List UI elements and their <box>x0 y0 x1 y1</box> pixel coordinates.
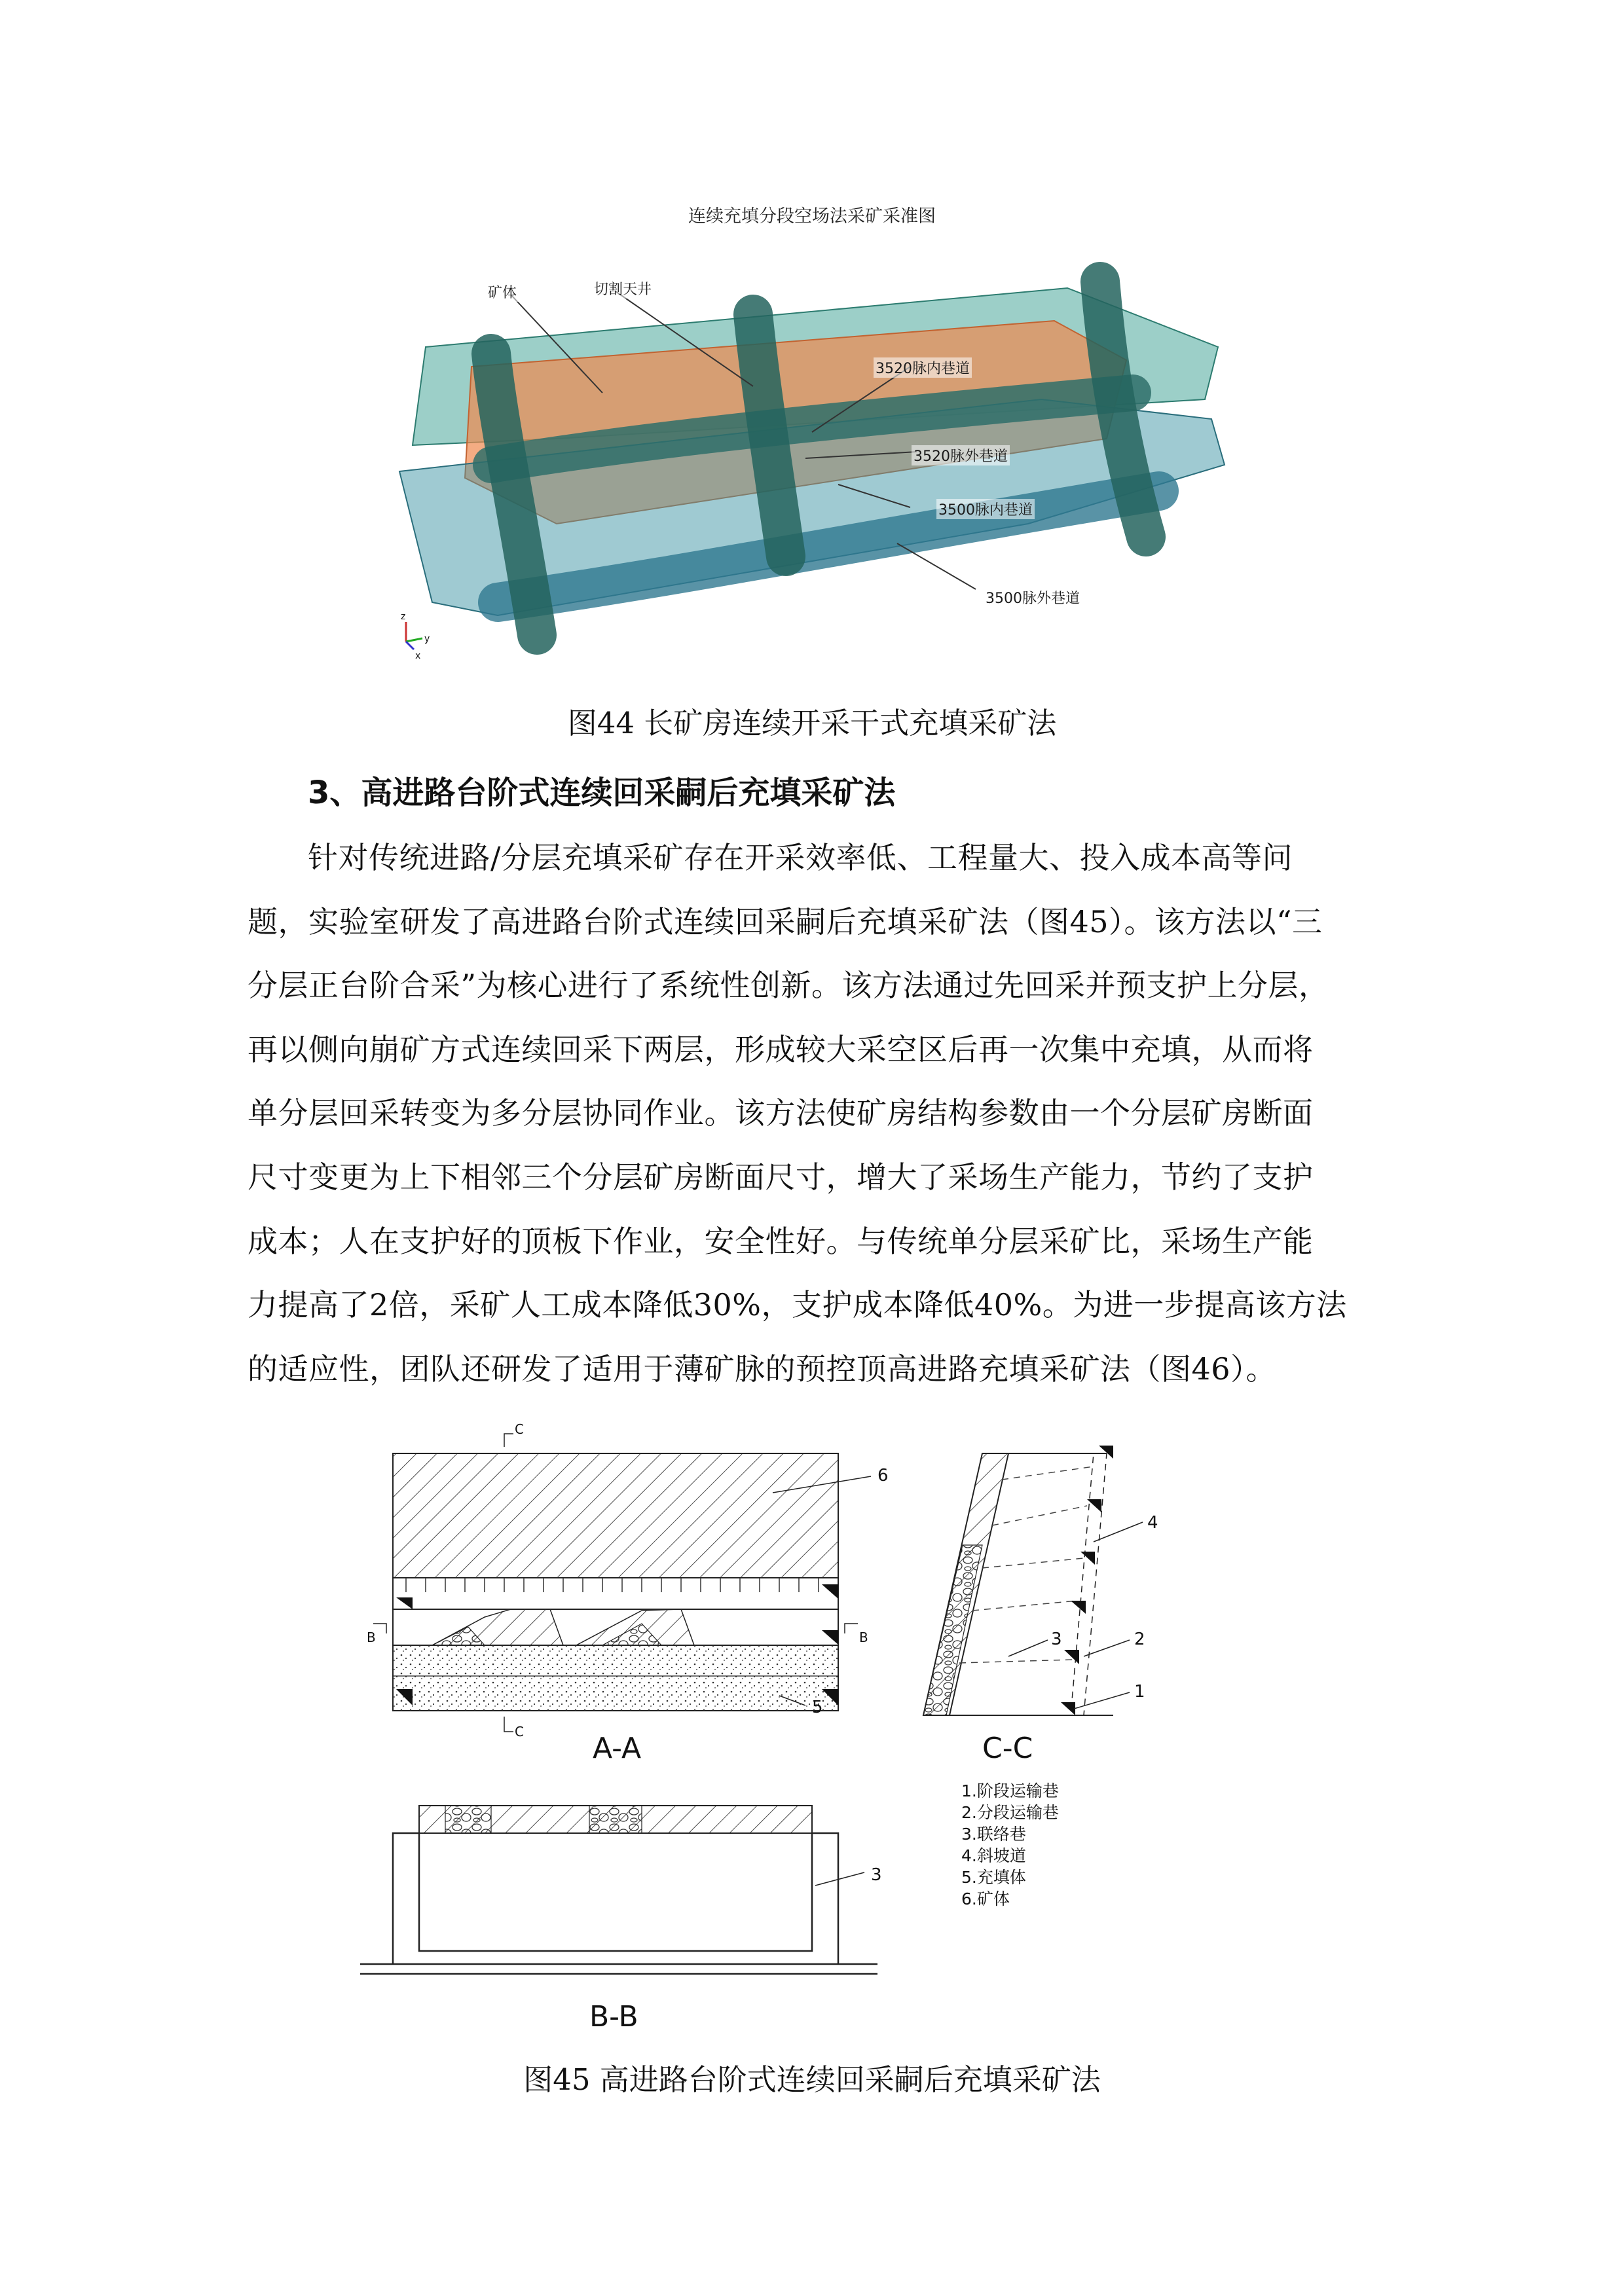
axis-z-label: z <box>401 611 406 622</box>
num-6: 6 <box>877 1466 889 1485</box>
figure44-model-title: 连续充填分段空场法采矿采准图 <box>688 206 936 227</box>
num-5: 5 <box>812 1698 823 1717</box>
aa-upper-slice <box>393 1578 838 1609</box>
legend-item: 6.矿体 <box>961 1889 1010 1908</box>
cut-b-right: B <box>859 1630 868 1645</box>
legend-item: 3.联络巷 <box>961 1825 1026 1844</box>
label-aa: A-A <box>593 1732 642 1765</box>
paragraph-line: 的适应性，团队还研发了适用于薄矿脉的预控顶高进路充填采矿法（图46）。 <box>248 1351 1277 1387</box>
num-1: 1 <box>1134 1682 1145 1702</box>
num-3-bb: 3 <box>871 1865 882 1885</box>
bb-outline <box>393 1833 838 1964</box>
label-ore-body: 矿体 <box>486 282 519 302</box>
paragraph-line: 力提高了2倍，采矿人工成本降低30%，支护成本降低40%。为进一步提高该方法 <box>248 1287 1347 1323</box>
label-bb: B-B <box>589 2000 638 2033</box>
num-3-cc: 3 <box>1051 1630 1062 1649</box>
paragraph-line: 针对传统进路/分层充填采矿存在开采效率低、工程量大、投入成本高等问 <box>308 840 1293 875</box>
figure44-3d-model <box>386 249 1251 668</box>
section-aa-drawing <box>367 1421 889 1765</box>
cut-c-top: C <box>515 1421 524 1437</box>
bb-rubble <box>445 1806 491 1833</box>
legend-item: 1.阶段运输巷 <box>961 1781 1059 1800</box>
label-cc: C-C <box>982 1732 1033 1765</box>
section-bb-drawing <box>360 1806 882 2033</box>
label-3520-in: 3520脉内巷道 <box>874 357 972 378</box>
paragraph-line: 题，实验室研发了高进路台阶式连续回采嗣后充填采矿法（图45）。该方法以“三 <box>248 903 1323 939</box>
leader-3500-out <box>897 543 976 589</box>
legend-item: 4.斜坡道 <box>961 1846 1026 1865</box>
label-3500-out: 3500脉外巷道 <box>984 587 1082 608</box>
axis-y-line <box>406 638 422 642</box>
figure45-caption: 图45 高进路台阶式连续回采嗣后充填采矿法 <box>523 2062 1101 2097</box>
paragraph-line: 再以侧向崩矿方式连续回采下两层，形成较大采空区后再一次集中充填，从而将 <box>248 1031 1314 1067</box>
cc-ramp <box>1071 1453 1107 1715</box>
axis-x-line <box>406 642 414 649</box>
figure44-caption: 图44 长矿房连续开采干式充填采矿法 <box>567 706 1057 740</box>
paragraph-line: 尺寸变更为上下相邻三个分层矿房断面尺寸，增大了采场生产能力，节约了支护 <box>248 1159 1314 1195</box>
paragraph-line: 单分层回采转变为多分层协同作业。该方法使矿房结构参数由一个分层矿房断面 <box>248 1095 1314 1131</box>
axis-y-label: y <box>424 634 430 644</box>
figure45-drawing <box>354 1414 1270 2043</box>
label-cutting-raise: 切割天井 <box>592 278 654 299</box>
num-4: 4 <box>1147 1513 1158 1533</box>
section-heading: 3、高进路台阶式连续回采嗣后充填采矿法 <box>308 774 896 811</box>
cut-b-left: B <box>367 1630 376 1645</box>
aa-ore-body <box>393 1453 838 1578</box>
section-paragraph <box>248 826 1387 1401</box>
aa-fill-body <box>393 1645 838 1711</box>
label-3520-out: 3520脉外巷道 <box>912 445 1010 465</box>
paragraph-line: 分层正台阶合采”为核心进行了系统性创新。该方法通过先回采并预支护上分层， <box>248 968 1329 1004</box>
axis-x-label: x <box>415 651 421 661</box>
label-3500-in: 3500脉内巷道 <box>936 499 1035 519</box>
legend-item: 5.充填体 <box>961 1868 1026 1887</box>
cut-c-bottom: C <box>515 1724 524 1740</box>
bb-rubble <box>589 1806 642 1833</box>
num-2: 2 <box>1134 1630 1145 1649</box>
legend-item: 2.分段运输巷 <box>961 1803 1059 1822</box>
paragraph-line: 成本；人在支护好的顶板下作业，安全性好。与传统单分层采矿比，采场生产能 <box>248 1223 1314 1259</box>
section-cc-drawing <box>923 1446 1158 1765</box>
